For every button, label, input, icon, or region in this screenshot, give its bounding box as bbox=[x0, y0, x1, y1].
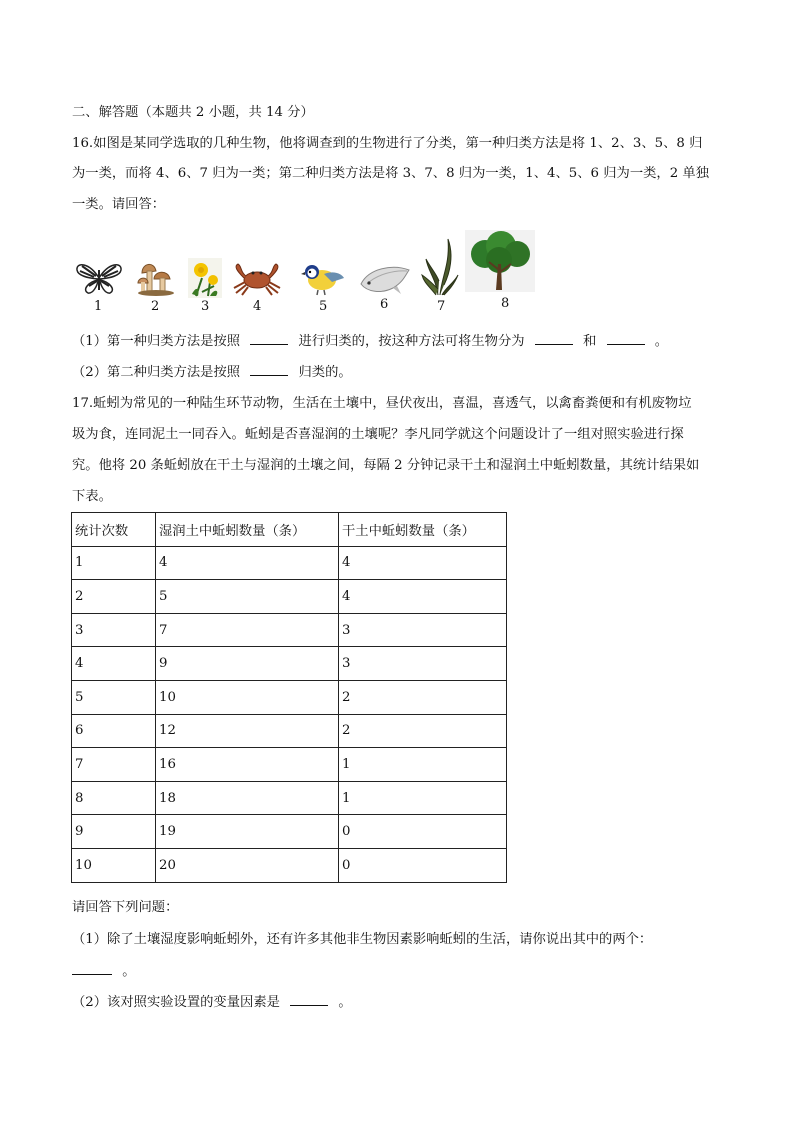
organism-number: 5 bbox=[319, 299, 328, 314]
crab-icon bbox=[230, 262, 284, 296]
table-cell: 0 bbox=[339, 848, 507, 882]
table-row bbox=[72, 781, 507, 815]
table-cell: 8 bbox=[72, 781, 156, 815]
section-title: 二、解答题（本题共 2 小题，共 14 分） bbox=[72, 105, 314, 120]
table-cell: 9 bbox=[72, 815, 156, 849]
q16-stem-line2: 为一类，而将 4、6、7 归为一类；第二种归类方法是将 3、7、8 归为一类，1、4、5、6 归为一类，2 单独 bbox=[72, 166, 709, 181]
table-cell: 2 bbox=[72, 580, 156, 614]
q17-stem-line4: 下表。 bbox=[72, 489, 112, 504]
q17-stem-line3: 究。他将 20 条蚯蚓放在干土与湿润的土壤之间，每隔 2 分钟记录干土和湿润土中蚯蚓数量，其统计结果如 bbox=[72, 458, 700, 473]
table-cell: 0 bbox=[339, 815, 507, 849]
answer-blank[interactable] bbox=[607, 332, 645, 345]
answer-blank[interactable] bbox=[250, 363, 288, 376]
table-cell: 19 bbox=[156, 815, 339, 849]
q17-stem-line2: 圾为食，连同泥土一同吞入。蚯蚓是否喜湿润的土壤呢？李凡同学就这个问题设计了一组对照实验进行探 bbox=[72, 427, 684, 442]
organism-number: 1 bbox=[94, 299, 103, 314]
table-cell: 2 bbox=[339, 680, 507, 714]
table-cell: 5 bbox=[156, 580, 339, 614]
table-row bbox=[72, 714, 507, 748]
table-cell: 2 bbox=[339, 714, 507, 748]
table-cell: 6 bbox=[72, 714, 156, 748]
table-cell: 1 bbox=[339, 781, 507, 815]
q17-sub2: （2）该对照实验设置的变量因素是 。 bbox=[72, 995, 352, 1010]
organism-number: 4 bbox=[253, 299, 262, 314]
butterfly-icon bbox=[74, 260, 124, 296]
bird-icon bbox=[300, 260, 346, 296]
table-cell: 16 bbox=[156, 748, 339, 782]
table-cell: 10 bbox=[156, 680, 339, 714]
mushroom-icon bbox=[136, 259, 176, 297]
table-header: 干土中蚯蚓数量（条） bbox=[339, 513, 507, 547]
dandelion-icon bbox=[188, 258, 222, 298]
answer-blank[interactable] bbox=[250, 332, 288, 345]
table-cell: 4 bbox=[339, 580, 507, 614]
table-row bbox=[72, 815, 507, 849]
table-cell: 4 bbox=[339, 546, 507, 580]
table-cell: 3 bbox=[72, 613, 156, 647]
table-cell: 1 bbox=[339, 748, 507, 782]
table-cell: 1 bbox=[72, 546, 156, 580]
table-cell: 20 bbox=[156, 848, 339, 882]
answer-blank[interactable] bbox=[535, 332, 573, 345]
table-cell: 3 bbox=[339, 613, 507, 647]
q16-sub1: （1）第一种归类方法是按照 进行归类的，按这种方法可将生物分为 和 。 bbox=[72, 334, 669, 349]
table-cell: 4 bbox=[156, 546, 339, 580]
table-row bbox=[72, 580, 507, 614]
tree-icon bbox=[465, 230, 535, 292]
table-cell: 12 bbox=[156, 714, 339, 748]
table-cell: 7 bbox=[156, 613, 339, 647]
table-row bbox=[72, 546, 507, 580]
earthworm-table bbox=[71, 512, 507, 883]
table-cell: 10 bbox=[72, 848, 156, 882]
q17-sub1: （1）除了土壤湿度影响蚯蚓外，还有许多其他非生物因素影响蚯蚓的生活，请你说出其中的两个： bbox=[72, 932, 653, 947]
table-header: 湿润土中蚯蚓数量（条） bbox=[156, 513, 339, 547]
answer-blank[interactable] bbox=[290, 993, 328, 1006]
q17-prompt: 请回答下列问题： bbox=[72, 900, 179, 915]
table-row bbox=[72, 748, 507, 782]
q16-stem-line3: 一类。请回答： bbox=[72, 197, 166, 212]
seaweed-icon bbox=[420, 235, 460, 297]
organism-number: 8 bbox=[501, 296, 510, 311]
table-row bbox=[72, 680, 507, 714]
table-cell: 9 bbox=[156, 647, 339, 681]
table-cell: 3 bbox=[339, 647, 507, 681]
organism-number: 7 bbox=[437, 299, 446, 314]
table-cell: 5 bbox=[72, 680, 156, 714]
table-header-row bbox=[72, 513, 507, 547]
table-row bbox=[72, 848, 507, 882]
q17-sub1-answer: 。 bbox=[72, 962, 136, 981]
q17-stem-line1: 17.蚯蚓为常见的一种陆生环节动物，生活在土壤中，昼伏夜出，喜温，喜透气，以禽畜粪便和有机废物垃 bbox=[72, 396, 692, 411]
organism-number: 3 bbox=[201, 299, 210, 314]
fish-icon bbox=[357, 262, 413, 296]
table-cell: 4 bbox=[72, 647, 156, 681]
organism-number: 6 bbox=[380, 297, 389, 312]
table-cell: 7 bbox=[72, 748, 156, 782]
answer-blank[interactable] bbox=[72, 962, 112, 975]
q16-sub2: （2）第二种归类方法是按照 归类的。 bbox=[72, 365, 352, 380]
organism-number: 2 bbox=[151, 299, 160, 314]
q16-stem-line1: 16.如图是某同学选取的几种生物，他将调查到的生物进行了分类，第一种归类方法是将 1、2、3、5、8 归 bbox=[72, 136, 703, 151]
table-row bbox=[72, 613, 507, 647]
table-row bbox=[72, 647, 507, 681]
table-header: 统计次数 bbox=[72, 513, 156, 547]
table-cell: 18 bbox=[156, 781, 339, 815]
